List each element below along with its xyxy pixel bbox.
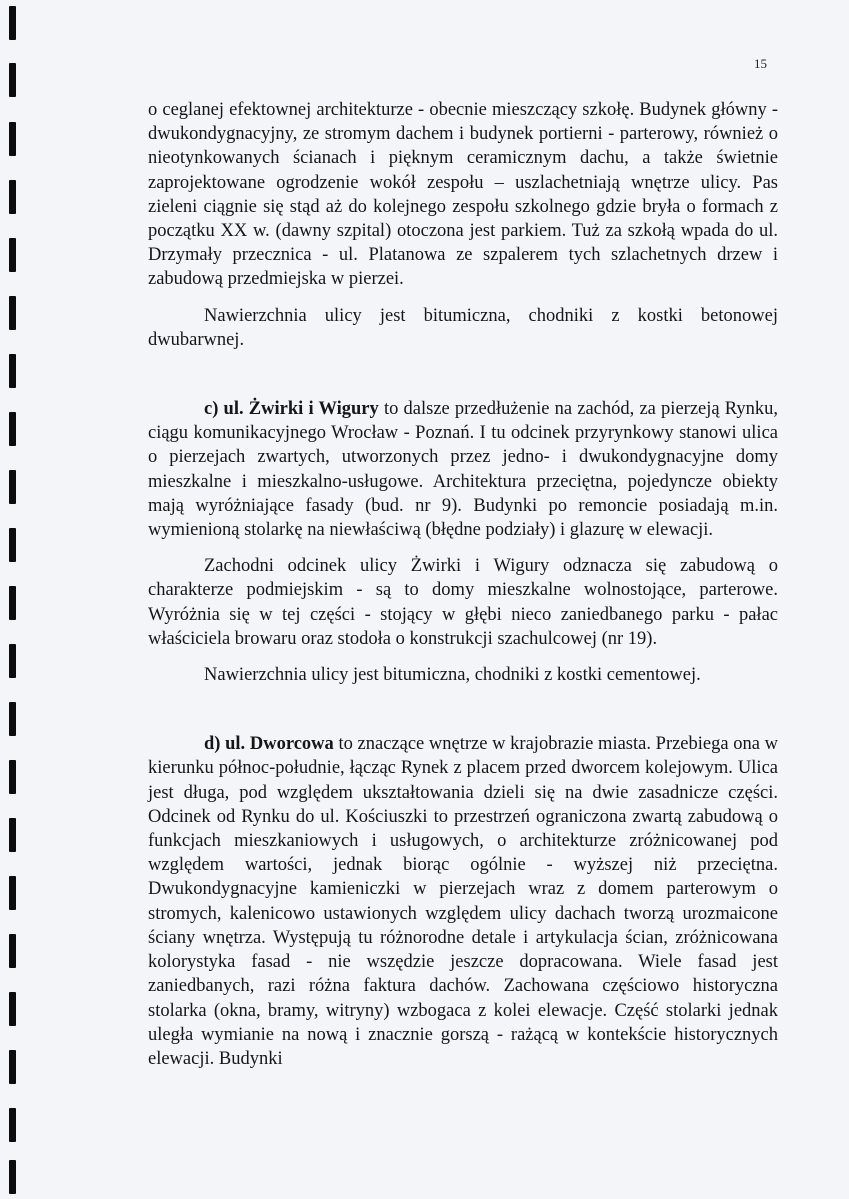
binder-mark [9, 876, 16, 910]
document-body [148, 98, 778, 1071]
section-d-text: to znaczące wnętrze w krajobrazie miasta. Przebiega ona w kierunku północ-południe, łącząc Rynek z placem przed dworcem kolejowym. Ulica jest długa, pod względem ukształtowania dzieli się na dwie zasadnicze części. Odcinek od Rynku do ul. Kościuszki to przestrzeń ograniczona zwartą zabudową o funkcjach mieszkaniowych i usługowych, o architekturze zróżnicowanej pod względem wartości, jednak biorąc ogólnie - wyższej niż przeciętna. Dwukondygnacyjne kamieniczki w pierzejach wraz z domem parterowym o stromych, kalenicowo ustawionych względem ulicy dachach tworzą urozmaicone ściany wnętrza. Występują tu różnorodne detale i artykulacja ścian, zróżnicowana kolorystyka fasad - nie wszędzie jeszcze dopracowana. Wiele fasad jest zaniedbanych, razi różna faktura dachów. Zachowana częściowo historyczna stolarka (okna, bramy, witryny) wzbogaca z kolei elewacje. Część stolarki jednak uległa wymianie na nową i znacznie gorszą - rażącą w kontekście historycznych elewacji. Budynki [148, 734, 779, 1069]
binder-mark [9, 63, 16, 97]
page-number: 15 [754, 56, 767, 71]
binder-hole-marks [0, 0, 30, 1199]
paragraph-continuation: o ceglanej efektownej architekturze - obecnie mieszczący szkołę. Budynek główny - dwukondygnacyjny, ze stromym dachem i budynek portierni - parterowy, również o nieotynkowanych ścianach i pięknym ceramicznym dachu, a także świetnie zaprojektowane ogrodzenie wokół zespołu – uszlachetniają wnętrze ulicy. Pas zieleni ciągnie się stąd aż do kolejnego zespołu szkolnego gdzie bryła o formach z początku XX w. (dawny szpital) otoczona jest parkiem. Tuż za szkołą wpada do ul. Drzymały przecznica - ul. Platanowa ze szpalerem tych szlachetnych drzew i zabudową przedmiejska w pierzei. [148, 100, 778, 290]
binder-mark [9, 122, 16, 156]
binder-mark [9, 528, 16, 562]
binder-mark [9, 586, 16, 620]
binder-mark [9, 760, 16, 794]
binder-mark [9, 470, 16, 504]
binder-mark [9, 6, 16, 40]
binder-mark [9, 934, 16, 968]
section-c-heading: c) ul. Żwirki i Wigury [204, 399, 379, 420]
section-c-text: to dalsze przedłużenie na zachód, za pierzeją Rynku, ciągu komunikacyjnego Wrocław - Poznań. I tu odcinek przyrynkowy stanowi ulica o pierzejach zwartych, utworzonych przez jedno- i dwukondygnacyjne domy mieszkalne i mieszkalno-usługowe. Architektura przeciętna, pojedyncze obiekty mają wyróżniające fasady (bud. nr 9). Budynki po remoncie posiadają m.in. wymienioną stolarkę na niewłaściwą (błędne podziały) i glazurę w elewacji. [148, 399, 778, 541]
paragraph-surface-note-2: Nawierzchnia ulicy jest bitumiczna, chodniki z kostki cementowej. [204, 665, 701, 686]
binder-mark [9, 354, 16, 388]
binder-mark [9, 644, 16, 678]
binder-mark [9, 702, 16, 736]
binder-mark [9, 818, 16, 852]
paragraph-surface-note: Nawierzchnia ulicy jest bitumiczna, chodniki z kostki betonowej dwubarwnej. [148, 305, 778, 350]
section-c-paragraph [148, 397, 778, 542]
binder-mark [9, 238, 16, 272]
binder-mark [9, 180, 16, 214]
binder-mark [9, 1108, 16, 1142]
binder-mark [9, 1160, 16, 1194]
binder-mark [9, 412, 16, 446]
section-d-heading: d) ul. Dworcowa [204, 734, 334, 755]
section-d-paragraph [148, 732, 778, 1071]
binder-mark [9, 992, 16, 1026]
binder-mark [9, 1050, 16, 1084]
paragraph-western-section: Zachodni odcinek ulicy Żwirki i Wigury odznacza się zabudową o charakterze podmiejskim - są to domy mieszkalne wolnostojące, parterowe. Wyróżnia się w tej części - stojący w głębi nieco zaniedbanego parku - pałac właściciela browaru oraz stodoła o konstrukcji szachulcowej (nr 19). [148, 556, 778, 649]
binder-mark [9, 296, 16, 330]
